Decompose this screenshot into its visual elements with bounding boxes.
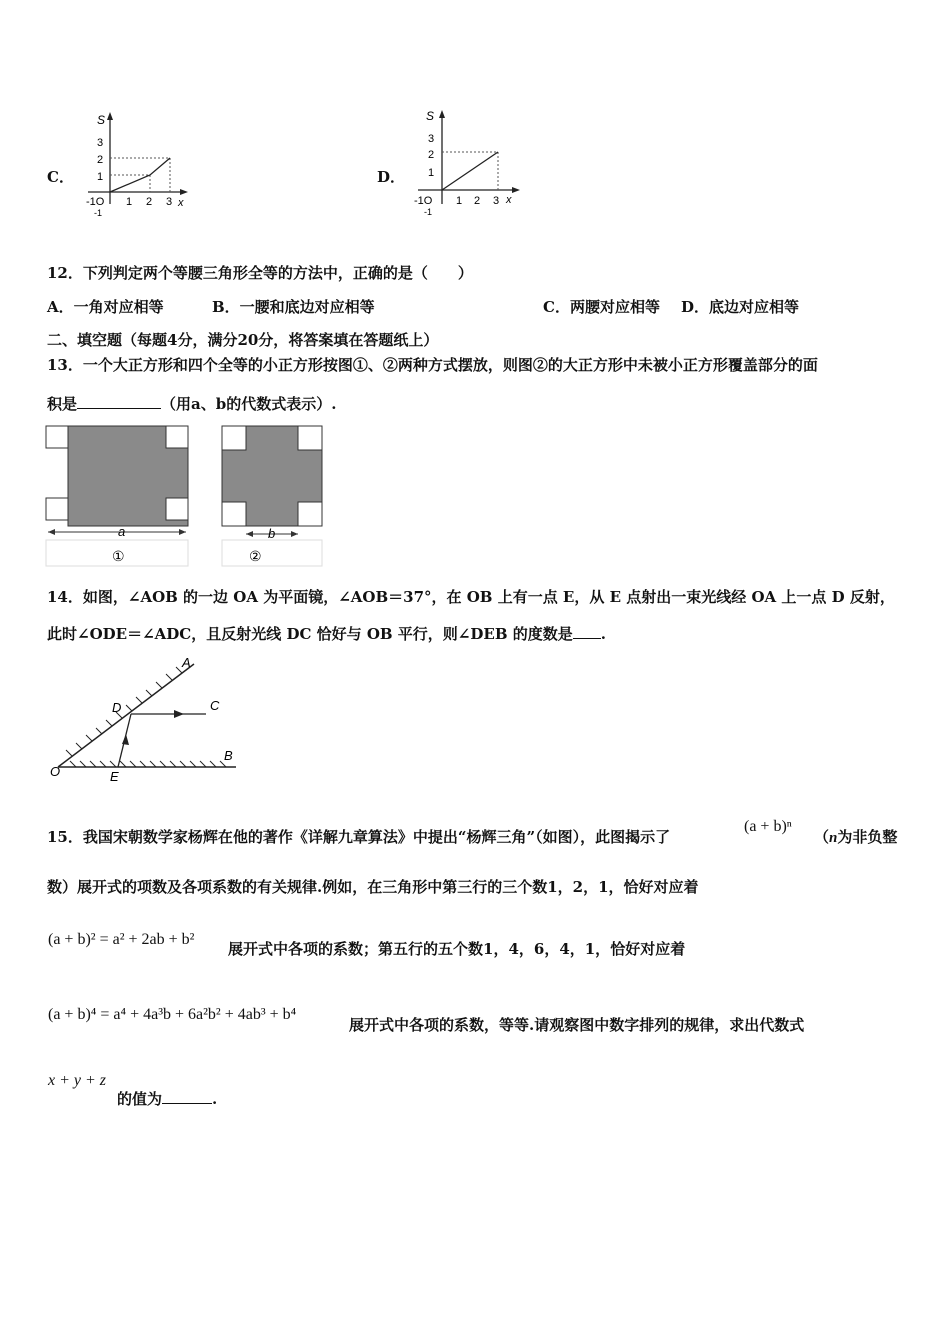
tick-x-1: 1 [126, 196, 133, 208]
neg-label: -1 [94, 208, 103, 218]
fig1-caption: ① [112, 548, 125, 564]
axis-x-label: x [178, 197, 184, 209]
tick-y-3: 3 [97, 137, 104, 149]
answer-blank[interactable] [162, 1089, 212, 1104]
q15-line5 [117, 1088, 217, 1109]
q14-line2 [47, 623, 606, 644]
q14-figure [46, 652, 246, 787]
q12-option-b: B．一腰和底边对应相等 [212, 298, 375, 316]
option-d-graph [408, 100, 523, 220]
q15-line1-end [814, 826, 897, 847]
q15-line3-suffix: 展开式中各项的系数；第五行的五个数1，4，6，4，1，恰好对应着 [228, 940, 686, 958]
q13-figure [44, 420, 334, 570]
tick-y-2: 2 [428, 149, 435, 161]
q15-paren: （ [814, 828, 830, 846]
origin-label: -1O [414, 195, 433, 207]
q12-stem: 12．下列判定两个等腰三角形全等的方法中，正确的是（ ） [47, 264, 473, 282]
fig2-caption: ② [249, 548, 262, 564]
option-d-label: D． [377, 168, 406, 186]
q13-line2-prefix: 积是 [47, 395, 78, 413]
q14-line2-suffix: . [600, 625, 606, 643]
tick-x-3: 3 [166, 196, 173, 208]
q15-line2: 数）展开式的项数及各项系数的有关规律.例如，在三角形中第三行的三个数1，2，1，恰好对应着 [47, 878, 699, 896]
label-a: A [182, 655, 191, 670]
option-c-label: C． [47, 168, 74, 186]
label-b: B [224, 748, 233, 763]
axis-s-label: S [426, 109, 435, 123]
tick-x-2: 2 [146, 196, 153, 208]
answer-blank[interactable] [77, 394, 161, 409]
neg-label: -1 [424, 207, 433, 217]
fig1-dim-label: a [118, 524, 126, 539]
q12-option-c: C．两腰对应相等 [543, 298, 660, 316]
q15-line4-suffix: 展开式中各项的系数，等等.请观察图中数字排列的规律，求出代数式 [349, 1016, 805, 1034]
axis-x-label: x [506, 194, 512, 206]
section-heading: 二、填空题（每题4分，满分20分，将答案填在答题纸上） [47, 331, 439, 349]
q13-line2 [47, 393, 336, 414]
q13-line1: 13．一个大正方形和四个全等的小正方形按图①、②两种方式摆放，则图②的大正方形中未被小正方形覆盖部分的面 [47, 356, 818, 374]
q14-line1: 14．如图，∠AOB 的一边 OA 为平面镜，∠AOB＝37°，在 OB 上有一点 E，从 E 点射出一束光线经 OA 上一点 D 反射， [47, 588, 895, 606]
label-c: C [210, 698, 220, 713]
formula-a-plus-b-n: (a + b)ⁿ [744, 818, 792, 835]
tick-y-2: 2 [97, 154, 104, 166]
q15-line5-suffix: 的值为 [117, 1090, 163, 1108]
axis-s-label: S [97, 113, 106, 127]
q13-line2-suffix: （用a、b的代数式表示）. [161, 395, 337, 413]
formula-xyz: x + y + z [48, 1072, 107, 1089]
tick-x-2: 2 [474, 195, 481, 207]
q15-line1-prefix: 15．我国宋朝数学家杨辉在他的著作《详解九章算法》中提出“杨辉三角”（如图），此图揭示了 [47, 828, 671, 846]
tick-y-1: 1 [97, 171, 104, 183]
q15-line1-suffix: 为非负整 [837, 828, 898, 846]
answer-blank[interactable] [573, 624, 601, 639]
q14-line2-prefix: 此时∠ODE＝∠ADC，且反射光线 DC 恰好与 OB 平行，则∠DEB 的度数是 [47, 625, 573, 643]
q15-line5-end: . [212, 1090, 218, 1108]
label-e: E [110, 769, 119, 784]
formula-fourth: (a + b)⁴ = a⁴ + 4a³b + 6a²b² + 4ab³ + b⁴ [48, 1006, 297, 1023]
tick-x-1: 1 [456, 195, 463, 207]
origin-label: -1O [86, 196, 105, 208]
option-c-graph [80, 106, 190, 221]
label-o: O [50, 764, 61, 779]
q12-option-d: D．底边对应相等 [681, 298, 800, 316]
fig2-dim-label: b [268, 526, 276, 541]
q15-n: n [829, 830, 838, 846]
tick-x-3: 3 [493, 195, 500, 207]
q12-option-a: A．一角对应相等 [47, 298, 164, 316]
formula-square: (a + b)² = a² + 2ab + b² [48, 931, 195, 948]
label-d: D [112, 700, 122, 715]
tick-y-3: 3 [428, 133, 435, 145]
tick-y-1: 1 [428, 167, 435, 179]
